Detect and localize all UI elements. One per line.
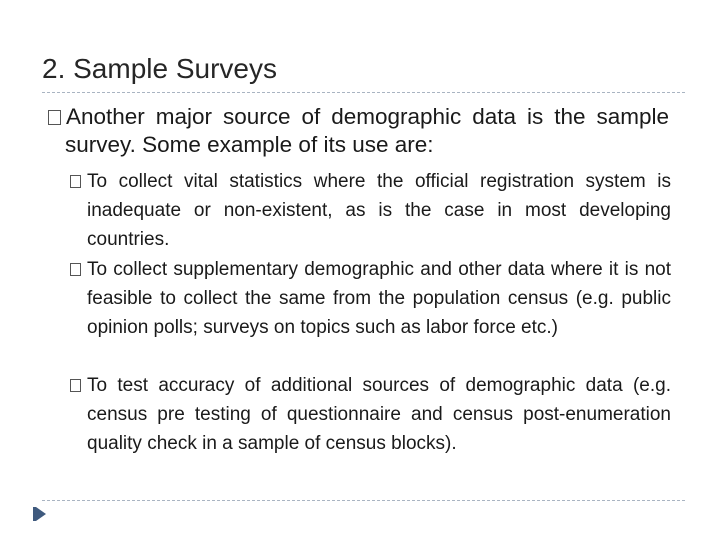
sub-bullet-line xyxy=(70,371,671,458)
sub-bullet-line xyxy=(70,255,671,342)
main-bullet-text: Another major source of demographic data is the sample survey. Some example of its use are: xyxy=(65,104,669,157)
main-bullet-line xyxy=(48,103,669,159)
sub-bullet-text: To collect vital statistics where the official registration system is inadequate or non-existent, as is the case in most developing countries. xyxy=(87,171,671,250)
square-bullet-icon xyxy=(70,263,81,276)
sub-bullet-text: To collect supplementary demographic and other data where it is not feasible to collect the same from the population census (e.g. public opinion polls; surveys on topics such as labor force etc.) xyxy=(87,259,671,338)
main-bullet xyxy=(48,103,669,159)
square-bullet-icon xyxy=(70,175,81,188)
arrow-right-icon xyxy=(36,507,46,521)
slide-title: 2. Sample Surveys xyxy=(42,53,277,84)
footer-divider xyxy=(42,500,685,501)
square-bullet-icon xyxy=(70,379,81,392)
sub-bullet-2 xyxy=(70,255,671,342)
square-bullet-icon xyxy=(48,110,61,125)
sub-bullet-3 xyxy=(70,371,671,458)
sub-bullet-text: To test accuracy of additional sources of demographic data (e.g. census pre testing of questionnaire and census post-enumeration quality check in a sample of census blocks). xyxy=(87,375,671,454)
title-divider xyxy=(42,92,685,93)
sub-bullet-1 xyxy=(70,167,671,254)
sub-bullet-line xyxy=(70,167,671,254)
